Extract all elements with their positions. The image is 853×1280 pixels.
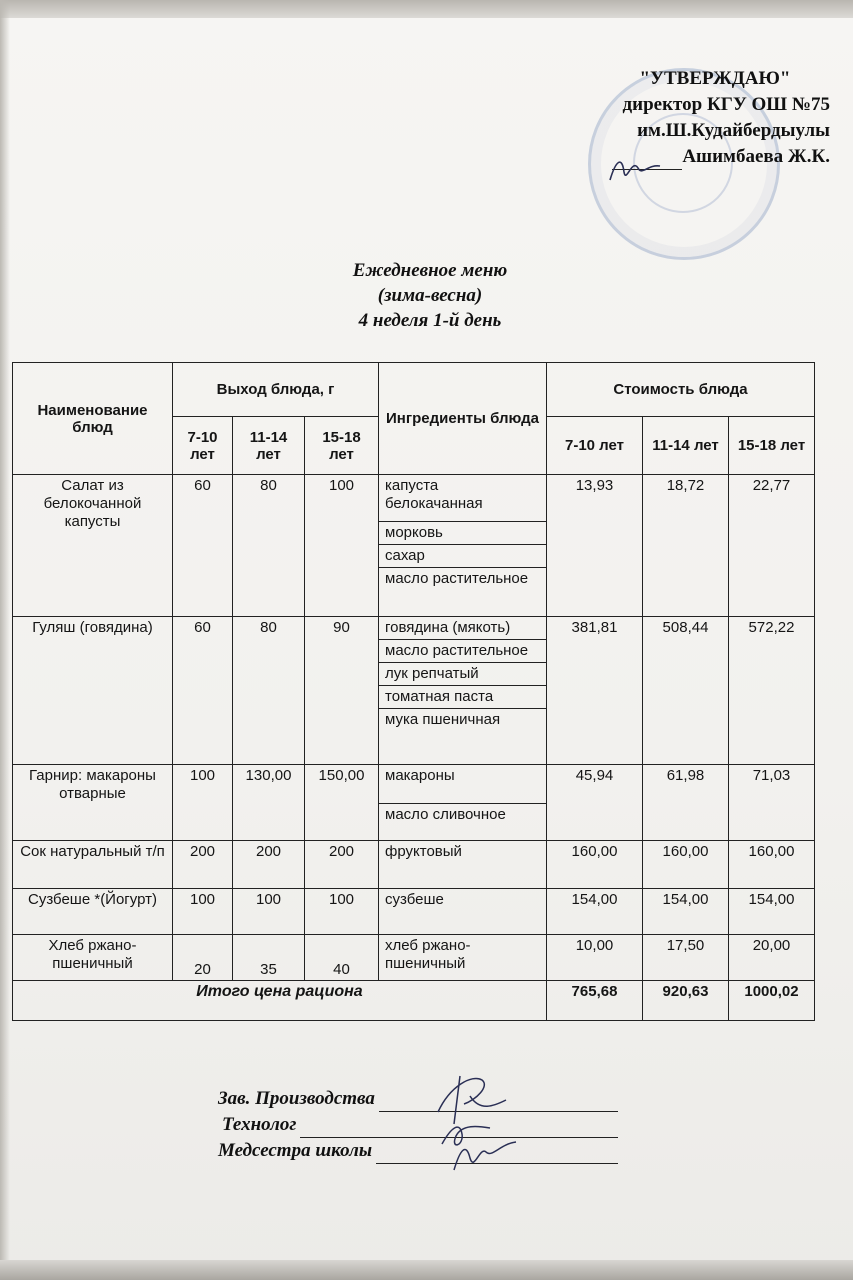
ingredients-cell	[379, 841, 547, 889]
ingredient-item: лук репчатый	[379, 663, 546, 686]
ingredients-cell	[379, 889, 547, 935]
output-7-10: 60	[173, 475, 233, 617]
total-cost-15-18: 1000,02	[729, 981, 815, 1021]
ingredient-item: хлеб ржано-пшеничный	[385, 937, 471, 972]
ingredient-item: томатная паста	[379, 686, 546, 709]
signature-nurse-label: Медсестра школы	[218, 1140, 373, 1161]
signature-line	[379, 1091, 618, 1112]
approval-position: директор КГУ ОШ №75	[622, 94, 830, 115]
signature-block	[218, 1086, 618, 1164]
output-15-18: 100	[305, 475, 379, 617]
output-11-14: 100	[233, 889, 305, 935]
ingredient-item: капуста белокачанная	[379, 475, 546, 522]
table-row	[13, 475, 815, 617]
header-dish-name: Наименование блюд	[13, 363, 173, 475]
cost-7-10: 154,00	[547, 889, 643, 935]
ingredient-item: сахар	[379, 545, 546, 568]
ingredients-cell	[379, 765, 547, 841]
ingredients-cell	[379, 475, 547, 617]
dish-name: Сузбеше *(Йогурт)	[13, 889, 173, 935]
output-7-10: 100	[173, 889, 233, 935]
output-7-10: 100	[173, 765, 233, 841]
heading-week-day: 4 неделя 1-й день	[358, 310, 502, 331]
signature-nurse	[218, 1138, 618, 1164]
total-cost-11-14: 920,63	[643, 981, 729, 1021]
output-11-14: 80	[233, 475, 305, 617]
dish-name: Гуляш (говядина)	[13, 617, 173, 765]
header-output-age-15-18: 15-18 лет	[305, 417, 379, 475]
page-edge-top	[0, 0, 853, 18]
ingredient-item: морковь	[379, 522, 546, 545]
cost-15-18: 71,03	[729, 765, 815, 841]
approval-block	[560, 66, 830, 170]
signature-line	[300, 1117, 618, 1138]
ingredient-item: говядина (мякоть)	[379, 617, 546, 640]
table-row	[13, 889, 815, 935]
cost-11-14: 154,00	[643, 889, 729, 935]
total-label: Итого цена рациона	[13, 981, 547, 1021]
cost-11-14: 61,98	[643, 765, 729, 841]
dish-name: Гарнир: макароны отварные	[13, 765, 173, 841]
output-7-10: 200	[173, 841, 233, 889]
dish-name: Сок натуральный т/п	[13, 841, 173, 889]
total-cost-7-10: 765,68	[547, 981, 643, 1021]
table-row	[13, 935, 815, 981]
output-15-18: 40	[305, 935, 379, 981]
cost-15-18: 154,00	[729, 889, 815, 935]
signature-line	[376, 1143, 618, 1164]
ingredient-item: масло сливочное	[385, 806, 506, 823]
cost-15-18: 160,00	[729, 841, 815, 889]
cost-15-18: 572,22	[729, 617, 815, 765]
header-cost-age-15-18: 15-18 лет	[729, 417, 815, 475]
ingredient-item: фруктовый	[385, 843, 462, 860]
signature-production	[218, 1086, 618, 1112]
cost-11-14: 17,50	[643, 935, 729, 981]
ingredient-item: сузбеше	[385, 891, 444, 908]
cost-7-10: 10,00	[547, 935, 643, 981]
signature-technologist-label: Технолог	[222, 1114, 297, 1135]
menu-table	[12, 362, 815, 1021]
table-row	[13, 617, 815, 765]
ingredients-cell	[379, 935, 547, 981]
page-edge-left	[0, 0, 10, 1280]
output-7-10: 60	[173, 617, 233, 765]
output-7-10: 20	[173, 935, 233, 981]
dish-name: Салат из белокочанной капусты	[13, 475, 173, 617]
output-15-18: 200	[305, 841, 379, 889]
output-11-14: 80	[233, 617, 305, 765]
cost-11-14: 160,00	[643, 841, 729, 889]
dish-name: Хлеб ржано-пшеничный	[13, 935, 173, 981]
cost-11-14: 18,72	[643, 475, 729, 617]
header-cost-age-11-14: 11-14 лет	[643, 417, 729, 475]
signature-production-label: Зав. Производства	[218, 1088, 375, 1109]
header-output-age-7-10: 7-10 лет	[173, 417, 233, 475]
signature-technologist	[218, 1112, 618, 1138]
cost-7-10: 13,93	[547, 475, 643, 617]
ingredients-cell	[379, 617, 547, 765]
header-cost: Стоимость блюда	[547, 363, 815, 417]
cost-7-10: 45,94	[547, 765, 643, 841]
total-row	[13, 981, 815, 1021]
table-row	[13, 841, 815, 889]
cost-15-18: 20,00	[729, 935, 815, 981]
menu-heading	[230, 258, 630, 333]
output-11-14: 200	[233, 841, 305, 889]
output-11-14: 130,00	[233, 765, 305, 841]
ingredient-item: масло растительное	[379, 640, 546, 663]
approval-title: "УТВЕРЖДАЮ"	[639, 68, 791, 89]
output-15-18: 90	[305, 617, 379, 765]
header-cost-age-7-10: 7-10 лет	[547, 417, 643, 475]
header-output: Выход блюда, г	[173, 363, 379, 417]
cost-7-10: 381,81	[547, 617, 643, 765]
output-15-18: 150,00	[305, 765, 379, 841]
approval-school-name: им.Ш.Кудайбердыулы	[637, 120, 830, 141]
output-11-14: 35	[233, 935, 305, 981]
output-15-18: 100	[305, 889, 379, 935]
table-row	[13, 765, 815, 841]
header-ingredients: Ингредиенты блюда	[379, 363, 547, 475]
heading-season: (зима-весна)	[377, 285, 483, 306]
page-edge-bottom	[0, 1260, 853, 1280]
cost-11-14: 508,44	[643, 617, 729, 765]
heading-title: Ежедневное меню	[352, 260, 508, 281]
approval-signer: Ашимбаева Ж.К.	[560, 144, 830, 170]
ingredient-item: макароны	[379, 765, 546, 804]
cost-15-18: 22,77	[729, 475, 815, 617]
ingredient-item: мука пшеничная	[385, 711, 501, 728]
cost-7-10: 160,00	[547, 841, 643, 889]
header-output-age-11-14: 11-14 лет	[233, 417, 305, 475]
ingredient-item: масло растительное	[385, 570, 529, 587]
